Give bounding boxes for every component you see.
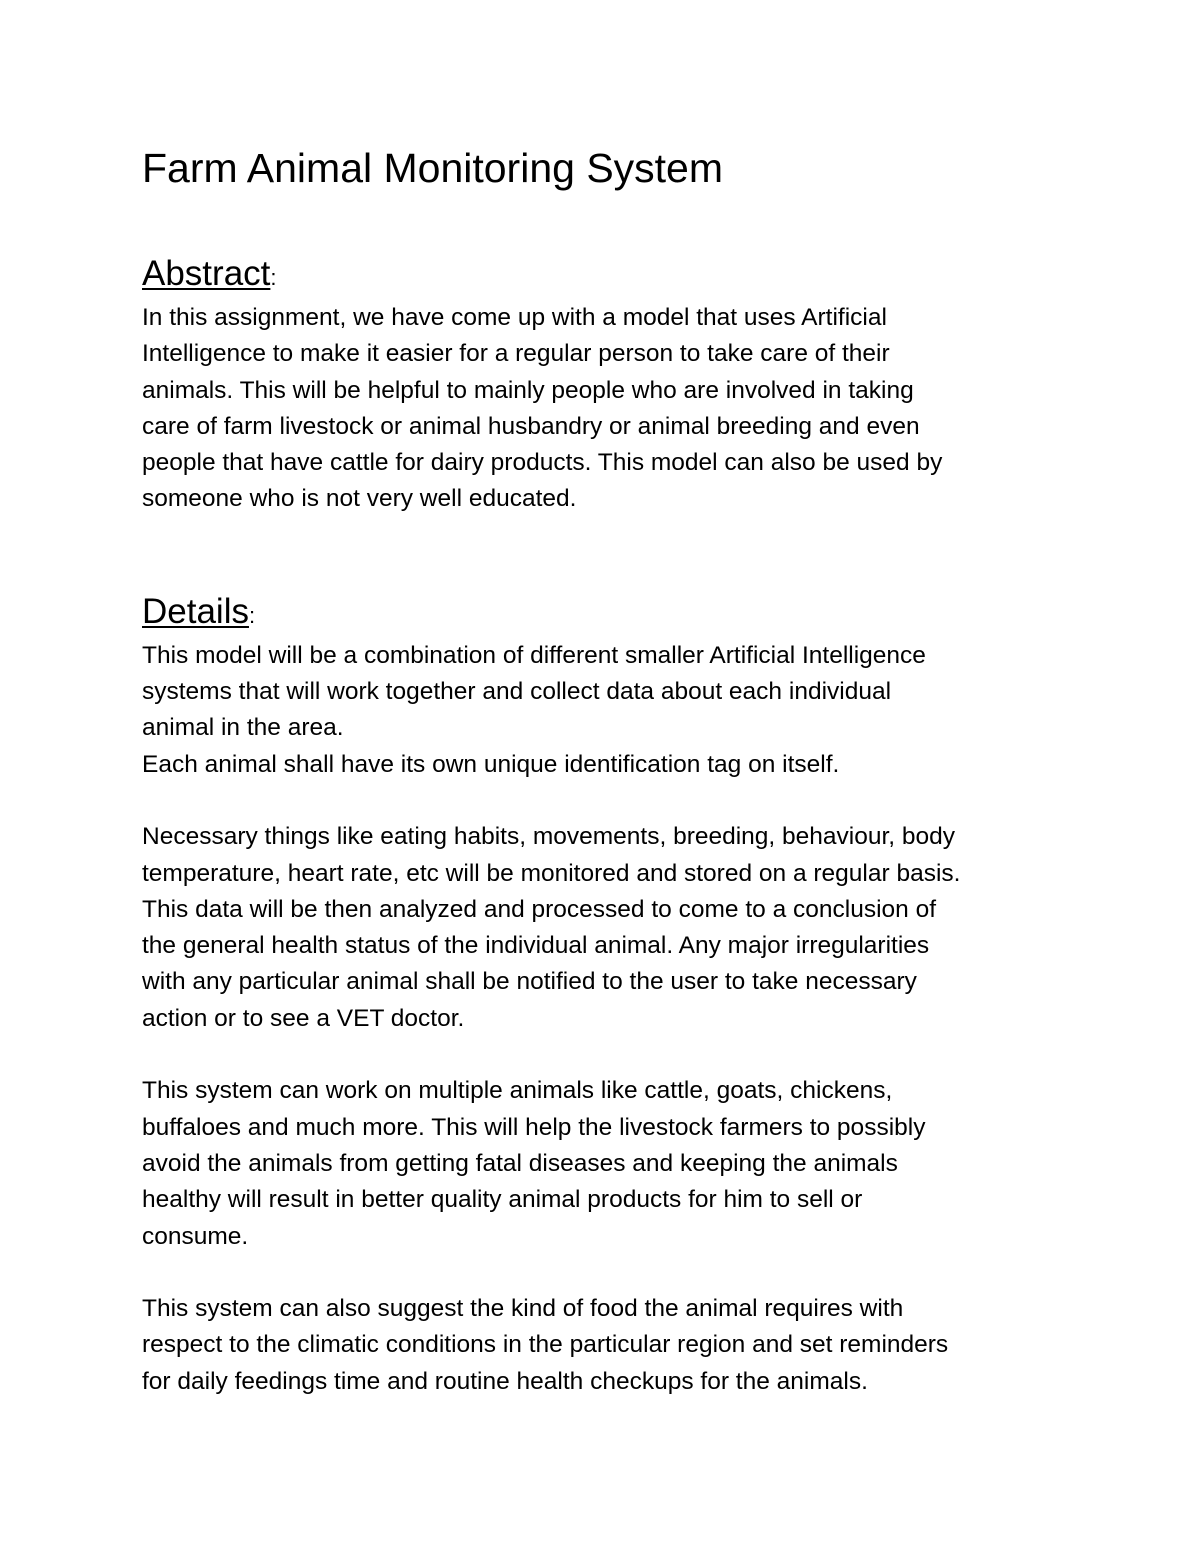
paragraph-line: animal in the area. [142,714,344,742]
paragraph-line: for daily feedings time and routine health checkups for the animals. [142,1367,868,1395]
spacer [142,518,1072,590]
abstract-heading-text: Abstract [142,254,271,293]
spacer [142,783,1072,819]
document-title: Farm Animal Monitoring System [142,145,724,191]
paragraph-line: This data will be then analyzed and processed to come to a conclusion of [142,895,937,923]
spacer [142,1255,1072,1291]
paragraph-line: animals. This will be helpful to mainly people who are involved in taking [142,376,914,404]
paragraph-line: Each animal shall have its own unique identification tag on itself. [142,750,840,778]
paragraph-line: This system can work on multiple animals like cattle, goats, chickens, [142,1077,893,1105]
paragraph-line: buffaloes and much more. This will help the livestock farmers to possibly [142,1113,926,1141]
paragraph-line: systems that will work together and collect data about each individual [142,678,892,706]
details-heading-text: Details [142,591,249,631]
details-paragraph-2 [142,819,1072,1037]
spacer [142,196,1072,252]
details-heading [142,590,1072,638]
details-paragraph-4 [142,1291,1072,1400]
spacer [142,1037,1072,1073]
document-content [142,140,1072,1400]
abstract-paragraph [142,300,1072,518]
paragraph-line: with any particular animal shall be notified to the user to take necessary [142,968,917,996]
paragraph-line: In this assignment, we have come up with a model that uses Artificial [142,304,887,331]
details-paragraph-1 [142,638,1072,783]
paragraph-line: the general health status of the individual animal. Any major irregularities [142,932,930,960]
paragraph-line: care of farm livestock or animal husbandry or animal breeding and even [142,412,920,440]
paragraph-line: healthy will result in better quality animal products for him to sell or [142,1186,863,1214]
paragraph-line: avoid the animals from getting fatal diseases and keeping the animals [142,1149,898,1177]
paragraph-line: respect to the climatic conditions in the particular region and set reminders [142,1331,949,1359]
abstract-heading-colon: : [270,265,277,290]
paragraph-line: This system can also suggest the kind of food the animal requires with [142,1295,904,1323]
paragraph-line: consume. [142,1222,249,1250]
paragraph-line: temperature, heart rate, etc will be monitored and stored on a regular basis. [142,859,961,887]
paragraph-line: action or to see a VET doctor. [142,1004,465,1032]
paragraph-line: people that have cattle for dairy products. This model can also be used by [142,449,943,477]
paragraph-line: This model will be a combination of different smaller Artificial Intelligence [142,641,926,669]
paragraph-line: Intelligence to make it easier for a regular person to take care of their [142,340,890,368]
details-paragraph-3 [142,1073,1072,1254]
details-heading-colon: : [248,602,256,628]
paragraph-line: Necessary things like eating habits, movements, breeding, behaviour, body [142,823,956,851]
paragraph-line: someone who is not very well educated. [142,485,577,513]
abstract-heading [142,252,1072,300]
